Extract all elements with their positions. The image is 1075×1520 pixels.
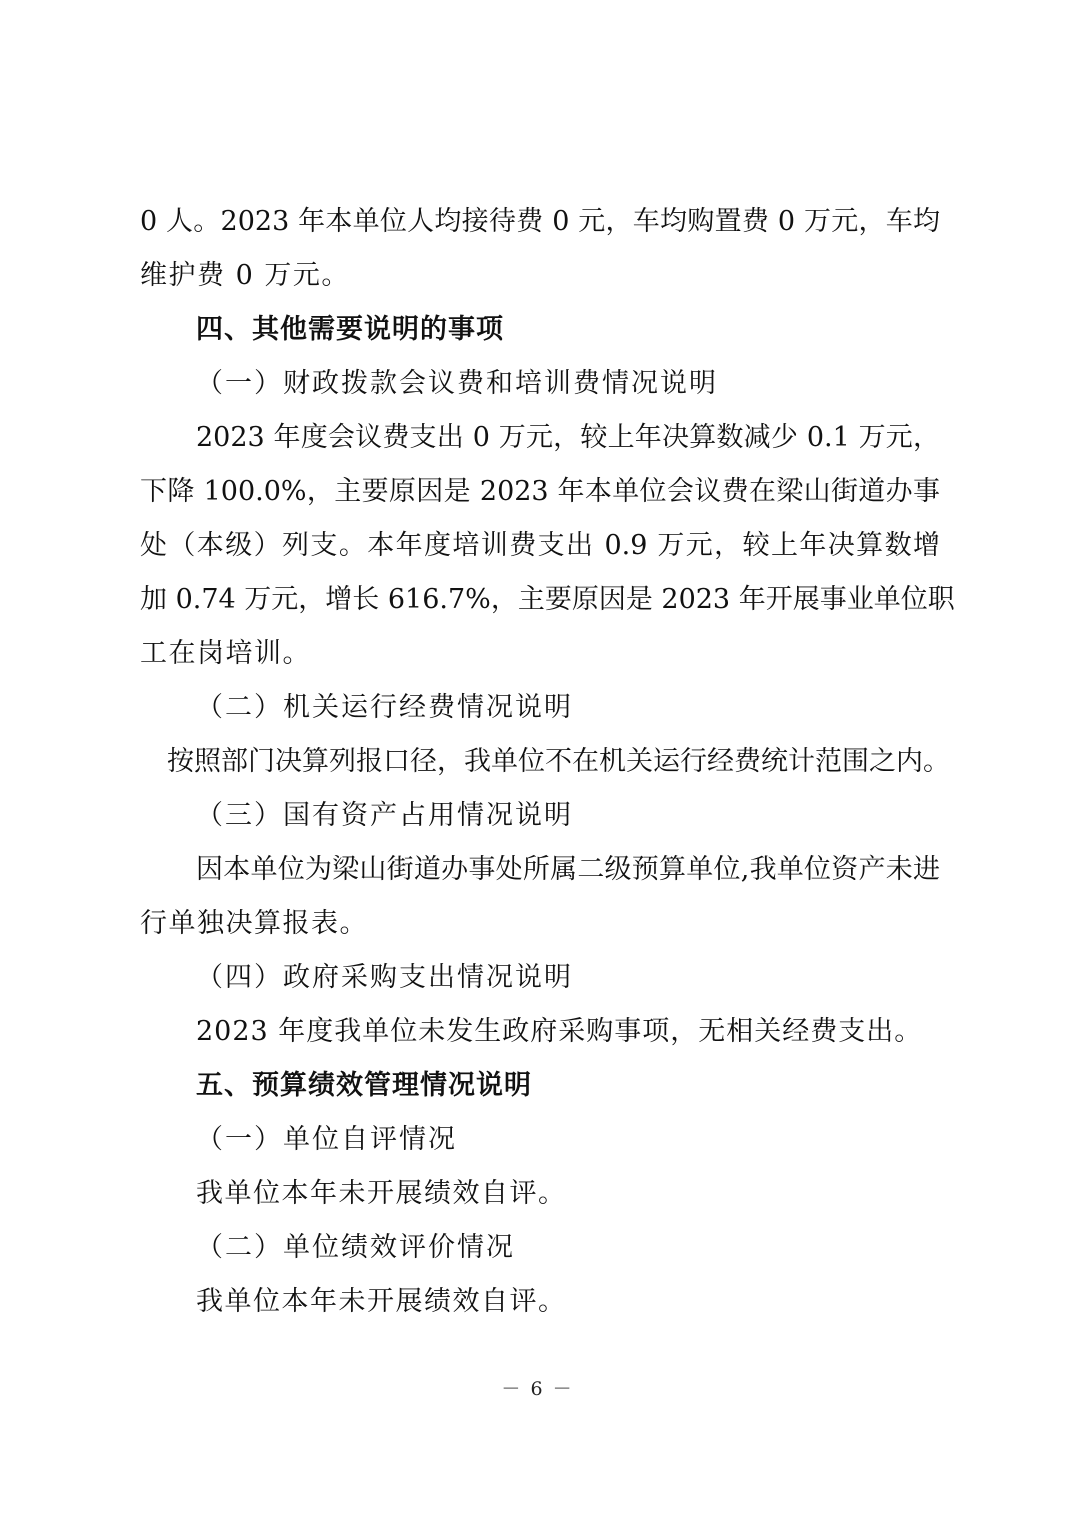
subsection-heading: （二）机关运行经费情况说明: [196, 692, 573, 723]
paragraph-line: 我单位本年未开展绩效自评。: [196, 1178, 567, 1209]
paragraph-line: 2023 年度我单位未发生政府采购事项，无相关经费支出。: [196, 1016, 923, 1047]
section-heading: 五、预算绩效管理情况说明: [196, 1070, 532, 1101]
paragraph-line: 处（本级）列支。本年度培训费支出 0.9 万元，较上年决算数增: [140, 530, 940, 561]
paragraph-line: 工在岗培训。: [140, 638, 311, 669]
paragraph-line: 0 人。2023 年本单位人均接待费 0 元，车均购置费 0 万元，车均: [140, 206, 940, 237]
paragraph-line: 因本单位为梁山街道办事处所属二级预算单位,我单位资产未进: [196, 854, 940, 885]
paragraph-line: 维护费 0 万元。: [140, 260, 350, 291]
paragraph-line: 按照部门决算列报口径，我单位不在机关运行经费统计范围之内。: [167, 746, 950, 777]
subsection-heading: （一）财政拨款会议费和培训费情况说明: [196, 368, 718, 399]
paragraph-line: 2023 年度会议费支出 0 万元，较上年决算数减少 0.1 万元，: [196, 422, 940, 453]
subsection-heading: （三）国有资产占用情况说明: [196, 800, 573, 831]
subsection-heading: （一）单位自评情况: [196, 1124, 457, 1155]
paragraph-line: 我单位本年未开展绩效自评。: [196, 1286, 567, 1317]
paragraph-line: 下降 100.0%，主要原因是 2023 年本单位会议费在梁山街道办事: [140, 476, 940, 507]
section-heading: 四、其他需要说明的事项: [196, 314, 504, 345]
subsection-heading: （二）单位绩效评价情况: [196, 1232, 515, 1263]
paragraph-line: 加 0.74 万元，增长 616.7%，主要原因是 2023 年开展事业单位职: [140, 584, 955, 615]
paragraph-line: 行单独决算报表。: [140, 908, 368, 939]
page-number: － 6 －: [501, 1378, 574, 1400]
subsection-heading: （四）政府采购支出情况说明: [196, 962, 573, 993]
